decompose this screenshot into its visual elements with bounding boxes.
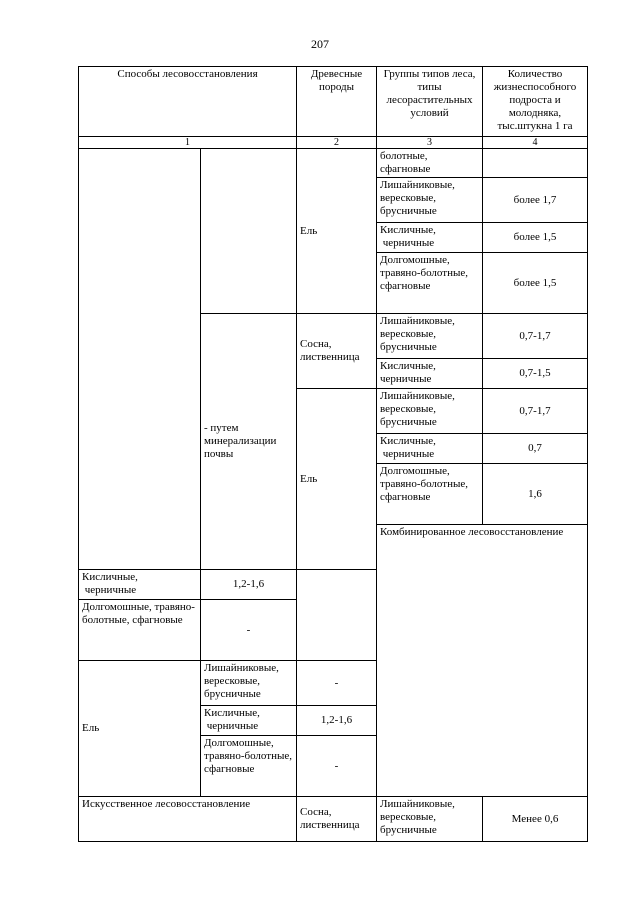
- species-cell: Сосна, лиственница: [297, 797, 377, 842]
- species-cell: Ель: [79, 661, 201, 797]
- forest-type-cell: Кисличные, черничные: [79, 570, 201, 600]
- header-quantity: Количество жизнеспособного подроста и молодняка, тыс.штукна 1 га: [483, 67, 588, 137]
- quantity-cell: 1,2-1,6: [297, 706, 377, 736]
- method-cell: Искусственное лесовосстановление: [79, 797, 297, 842]
- quantity-cell: 0,7-1,7: [483, 314, 588, 359]
- table-header-row: [79, 67, 588, 137]
- quantity-cell: более 1,5: [483, 253, 588, 314]
- forest-type-cell: Лишайниковые, вересковые, брусничные: [201, 661, 297, 706]
- method-cell: Комбинированное лесовосстановление: [377, 525, 588, 797]
- species-cell: Сосна, лиственница: [297, 314, 377, 389]
- table-row: [79, 149, 588, 178]
- forest-type-cell: Кисличные, черничные: [377, 223, 483, 253]
- quantity-cell: 0,7-1,7: [483, 389, 588, 434]
- quantity-cell: Менее 0,6: [483, 797, 588, 842]
- table-row: [79, 797, 588, 842]
- column-numbers-row: [79, 137, 588, 149]
- quantity-cell: более 1,5: [483, 223, 588, 253]
- forest-type-cell: Кисличные, черничные: [377, 359, 483, 389]
- quantity-cell: 0,7: [483, 434, 588, 464]
- header-forest-types: Группы типов леса, типы лесорастительных условий: [377, 67, 483, 137]
- col-number-4: 4: [483, 137, 588, 149]
- forest-type-cell: Кисличные, черничные: [377, 434, 483, 464]
- forest-type-cell: Лишайниковые, вересковые, брусничные: [377, 389, 483, 434]
- forest-type-cell: Долгомошные, травяно-болотные, сфагновые: [377, 464, 483, 525]
- submethod-cell: - путем минерализации почвы: [201, 314, 297, 570]
- quantity-cell: 1,2-1,6: [201, 570, 297, 600]
- forest-type-cell: Долгомошные, травяно-болотные, сфагновые: [201, 736, 297, 797]
- reforestation-table: [78, 66, 588, 842]
- header-species: Древесные породы: [297, 67, 377, 137]
- quantity-cell: 0,7-1,5: [483, 359, 588, 389]
- forest-type-cell: Кисличные, черничные: [201, 706, 297, 736]
- species-cell: Ель: [297, 149, 377, 314]
- quantity-cell: -: [201, 600, 297, 661]
- quantity-cell: более 1,7: [483, 178, 588, 223]
- forest-type-cell: Лишайниковые, вересковые, брусничные: [377, 314, 483, 359]
- method-cell-blank: [79, 149, 201, 570]
- col-number-3: 3: [377, 137, 483, 149]
- forest-type-cell: Лишайниковые, вересковые, брусничные: [377, 797, 483, 842]
- species-cell: Ель: [297, 389, 377, 570]
- quantity-cell: [483, 149, 588, 178]
- col-number-1: 1: [79, 137, 297, 149]
- forest-type-cell: Долгомошные, травяно-болотные, сфагновые: [79, 600, 201, 661]
- submethod-cell-blank: [201, 149, 297, 314]
- forest-type-cell: Долгомошные, травяно-болотные, сфагновые: [377, 253, 483, 314]
- quantity-cell: -: [297, 661, 377, 706]
- col-number-2: 2: [297, 137, 377, 149]
- header-methods: Способы лесовосстановления: [79, 67, 297, 137]
- quantity-cell: -: [297, 736, 377, 797]
- forest-type-cell: Лишайниковые, вересковые, брусничные: [377, 178, 483, 223]
- page-number: 207: [311, 37, 329, 51]
- forest-type-cell: болотные, сфагновые: [377, 149, 483, 178]
- quantity-cell: 1,6: [483, 464, 588, 525]
